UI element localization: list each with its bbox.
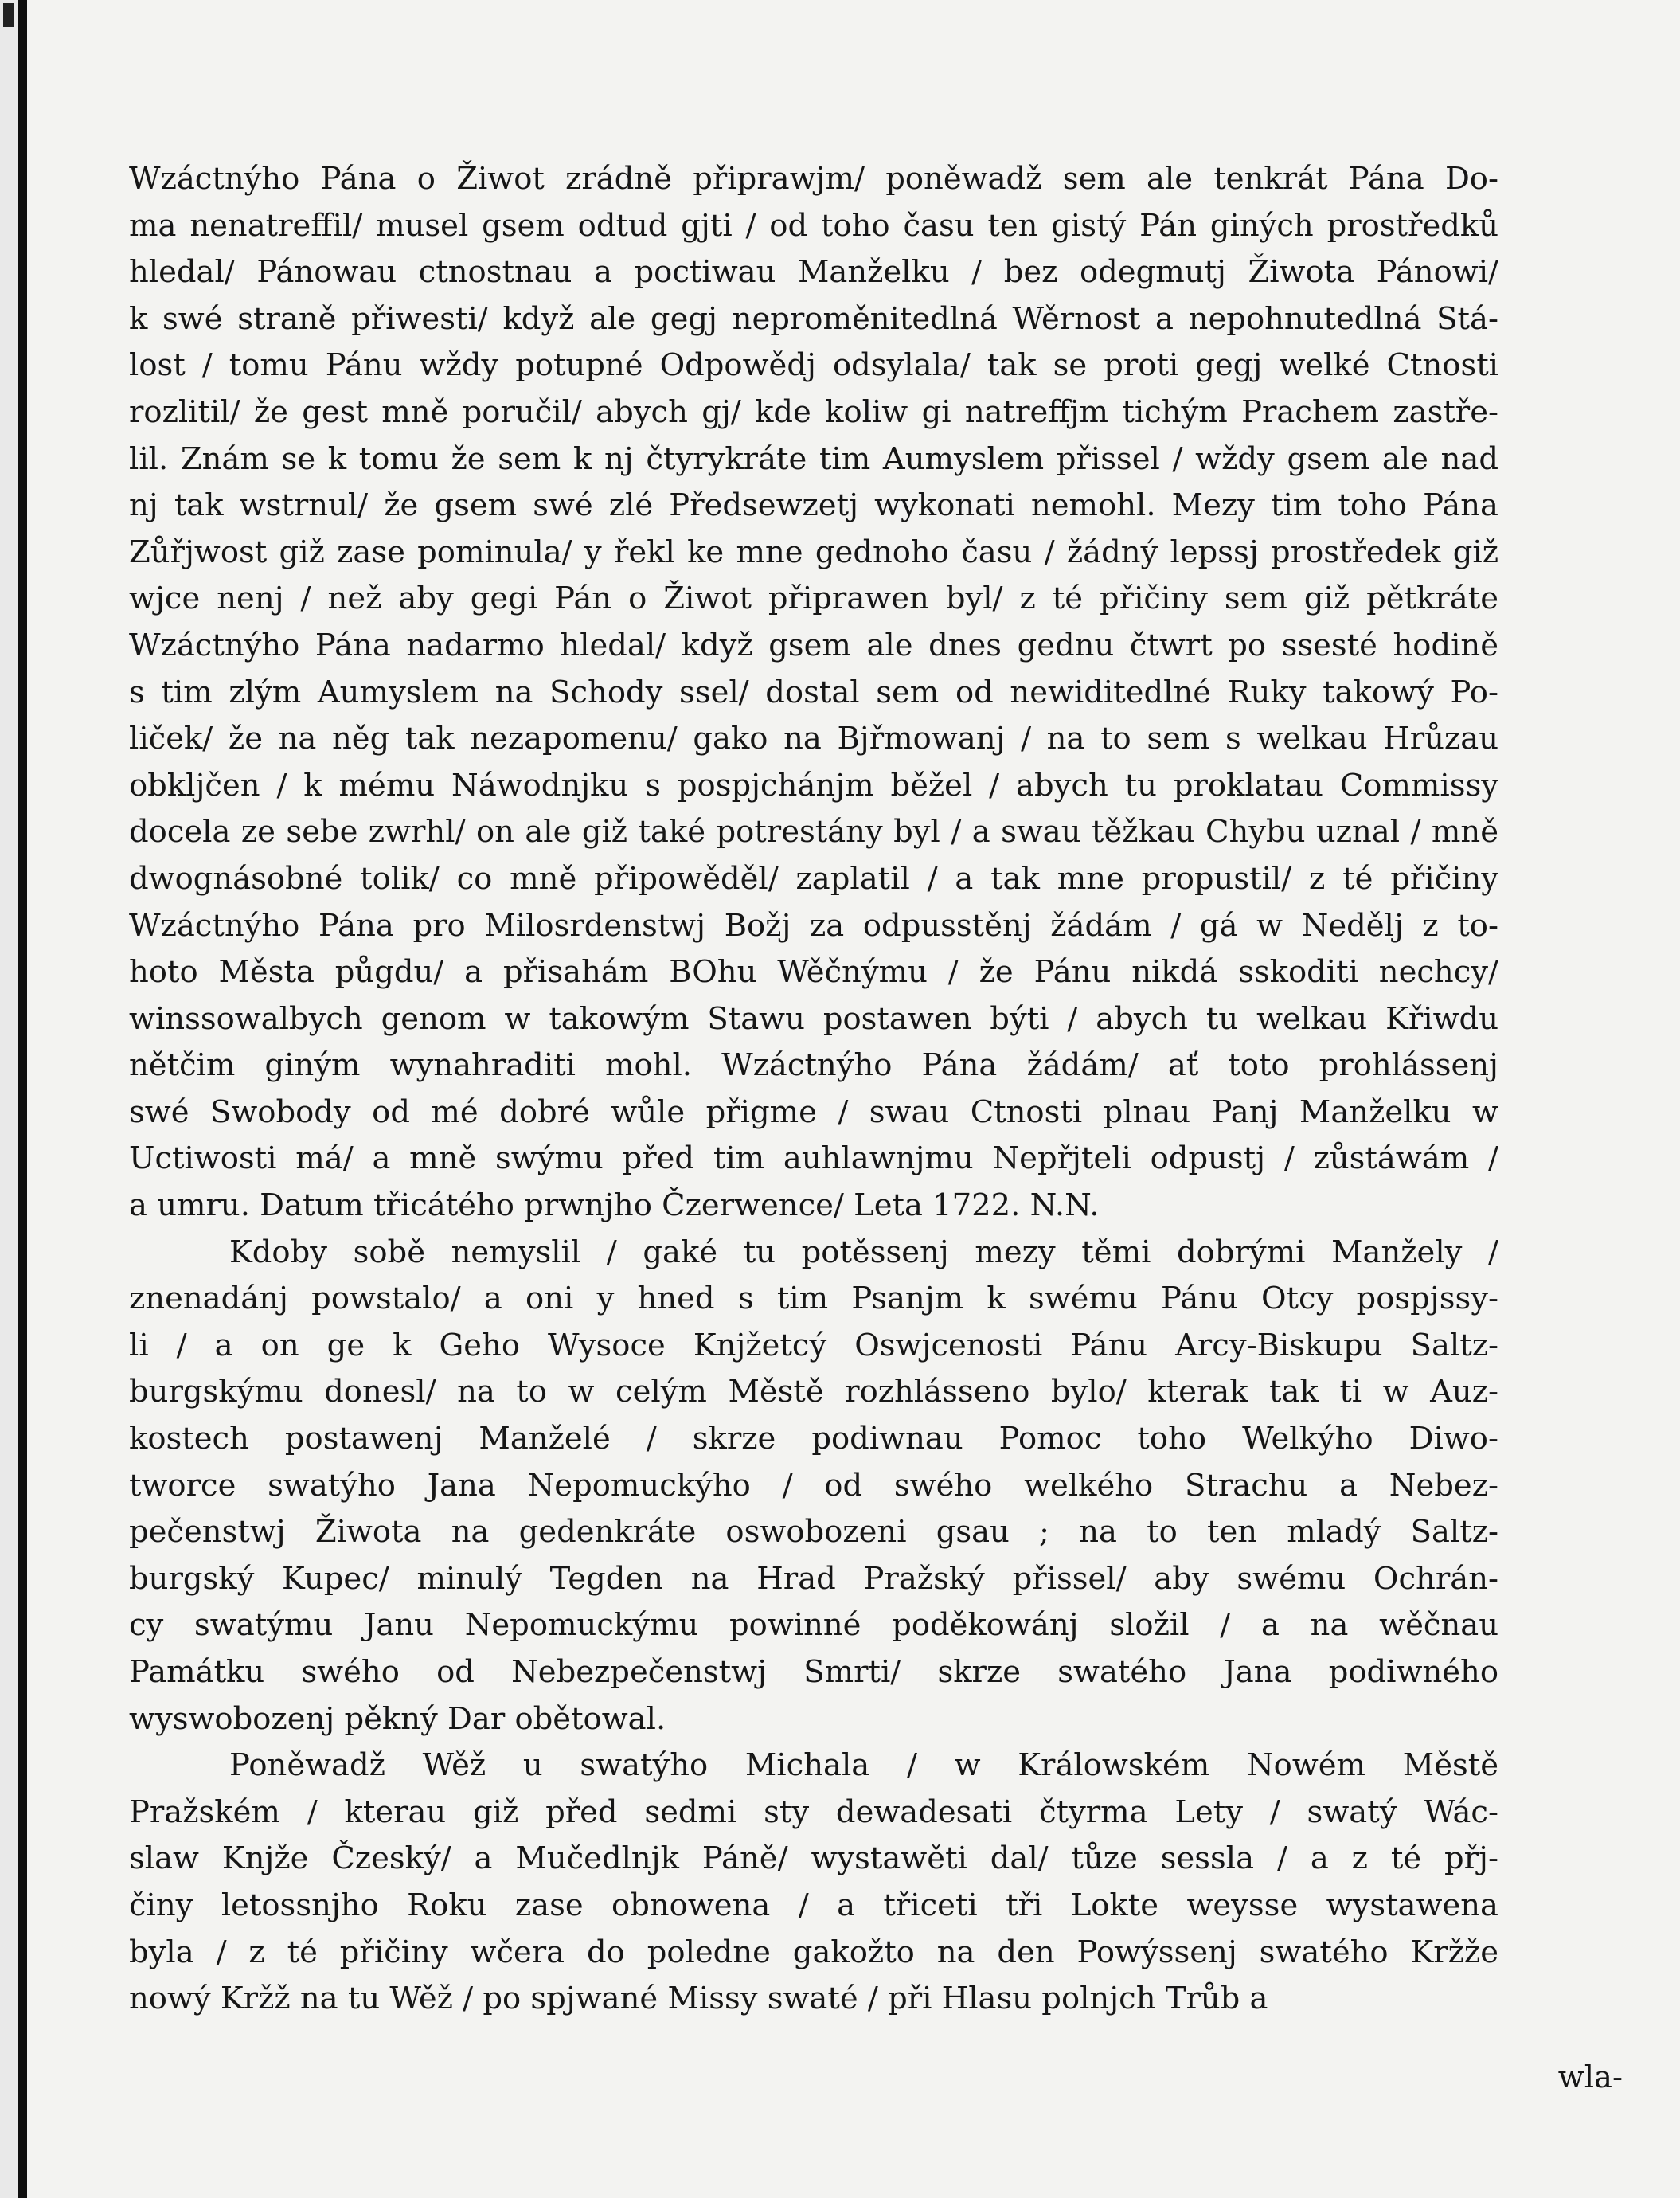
text-line: wyswobozenj pěkný Dar obětowal. xyxy=(129,1700,666,1737)
text-line: Památku swého od Nebezpečenstwj Smrti/ skrze swatého Jana podiwného xyxy=(129,1654,1498,1690)
text-line: k swé straně přiwesti/ když ale gegj neproměnitedlná Wěrnost a nepohnutedlná Stá- xyxy=(129,300,1498,337)
text-line: nowý Kržž na tu Wěž / po spjwané Missy swaté / při Hlasu polnjch Trůb a xyxy=(129,1981,1268,2017)
text-line: Kdoby sobě nemyslil / gaké tu potěssenj mezy těmi dobrými Manžely / xyxy=(229,1234,1498,1270)
text-line: wjce nenj / než aby gegi Pán o Žiwot připrawen byl/ z té přičiny sem giž pětkráte xyxy=(129,581,1498,617)
text-line: Zůřjwost giž zase pominula/ y řekl ke mne gednoho času / žádný lepssj prostředek giž xyxy=(129,534,1498,570)
text-line: ma nenatreffil/ musel gsem odtud gjti / od toho času ten gistý Pán giných prostředků xyxy=(129,207,1498,244)
text-line: burgský Kupec/ minulý Tegden na Hrad Pražský přissel/ aby swému Ochrán- xyxy=(129,1560,1498,1597)
document-page xyxy=(27,0,1680,2198)
text-line: nj tak wstrnul/ že gsem swé zlé Předsewzetj wykonati nemohl. Mezy tim toho Pána xyxy=(129,487,1498,524)
text-line: liček/ že na něg tak nezapomenu/ gako na Bjřmowanj / na to sem s welkau Hrůzau xyxy=(129,721,1498,757)
text-line: kostech postawenj Manželé / skrze podiwnau Pomoc toho Welkýho Diwo- xyxy=(129,1421,1498,1457)
body-text xyxy=(129,156,1498,2023)
text-line: burgskýmu donesl/ na to w celým Městě rozhlássenо bylo/ kterak tak ti w Auz- xyxy=(129,1374,1498,1410)
text-line: činy letossnjho Roku zase obnowena / a třiceti tři Lokte weysse wystawena xyxy=(129,1887,1498,1923)
catchword: wla- xyxy=(1557,2059,1623,2095)
text-line: swé Swobody od mé dobré wůle přigme / swau Ctnosti plnau Panj Manželku w xyxy=(129,1093,1498,1130)
edge-mark xyxy=(3,3,14,27)
text-line: rozlitil/ že gest mně poručil/ abych gj/ kde koliw gi natreffjm tichým Prachem zastře- xyxy=(129,393,1498,430)
text-line: Wzáctnýho Pána nadarmo hledal/ když gsem ale dnes gednu čtwrt po ssesté hodině xyxy=(129,627,1498,663)
text-line: pečenstwj Žiwota na gedenkráte oswobozeni gsau ; na to ten mladý Saltz- xyxy=(129,1514,1498,1551)
text-line: obkljčen / k mému Náwodnjku s pospjchánjm běžel / abych tu proklatau Commissy xyxy=(129,767,1498,804)
text-line: s tim zlým Aumyslem na Schody ssel/ dostal sem od newiditedlné Ruky takowý Po- xyxy=(129,674,1498,710)
text-line: Pražském / kterau giž před sedmi sty dewadesati čtyrma Lety / swatý Wác- xyxy=(129,1793,1498,1830)
text-line: tworce swatýho Jana Nepomuckýho / od swého welkého Strachu a Nebez- xyxy=(129,1467,1498,1504)
text-line: lost / tomu Pánu wždy potupné Odpowědj odsylala/ tak se proti gegj welké Ctnosti xyxy=(129,347,1498,384)
text-line: hledal/ Pánowau ctnostnau a poctiwau Manželku / bez odegmutj Žiwota Pánowi/ xyxy=(129,254,1498,291)
text-line: byla / z té přičiny wčera do poledne gakožto na den Powýssenj swatého Kržže xyxy=(129,1934,1498,1970)
text-line: docela ze sebe zwrhl/ on ale giž také potrestány byl / a swau těžkau Chybu uznal / mně xyxy=(129,814,1498,851)
text-line: nětčim giným wynahraditi mohl. Wzáctnýho Pána žádám/ ať toto prohlássenj xyxy=(129,1047,1498,1084)
text-line: dwognásobné tolik/ co mně připowěděl/ zaplatil / a tak mne propustil/ z té přičiny xyxy=(129,860,1498,897)
text-line: slaw Knjže Čzeský/ a Mučedlnjk Páně/ wystawěti dal/ tůze sessla / a z té přj- xyxy=(129,1840,1498,1877)
text-line: winssowalbych genom w takowým Stawu postawen býti / abych tu welkau Křiwdu xyxy=(129,1000,1498,1037)
text-line: li / a on ge k Geho Wysoce Knjžetcý Oswjcenosti Pánu Arcy-Biskupu Saltz- xyxy=(129,1327,1498,1363)
text-line: Wzáctnýho Pána o Žiwot zrádně připrawjm/ poněwadž sem ale tenkrát Pána Do- xyxy=(129,161,1498,197)
text-line: a umru. Datum třicátého prwnjho Čzerwence/ Leta 1722. N.N. xyxy=(129,1187,1100,1224)
text-line: lil. Znám se k tomu že sem k nj čtyrykráte tim Aumyslem přissel / wždy gsem ale nad xyxy=(129,440,1498,477)
text-line: znenadánj powstalo/ a oni y hned s tim Psanjm k swému Pánu Otcy pospjssy- xyxy=(129,1281,1498,1317)
adjacent-page-edge xyxy=(0,0,18,2198)
text-line: cy swatýmu Janu Nepomuckýmu powinné poděkowánj složil / a na wěčnau xyxy=(129,1607,1498,1644)
text-line: Wzáctnýho Pána pro Milosrdenstwj Božj za odpusstěnj žádám / gá w Nedělj z to- xyxy=(129,907,1498,944)
text-line: Uctiwosti má/ a mně swýmu před tim auhlawnjmu Nepřjteli odpustj / zůstáwám / xyxy=(129,1140,1498,1177)
text-line: hoto Města půgdu/ a přisahám BOhu Wěčnýmu / že Pánu nikdá sskoditi nechcy/ xyxy=(129,954,1498,991)
text-line: Poněwadž Wěž u swatýho Michala / w Králowském Nowém Městě xyxy=(229,1747,1498,1784)
